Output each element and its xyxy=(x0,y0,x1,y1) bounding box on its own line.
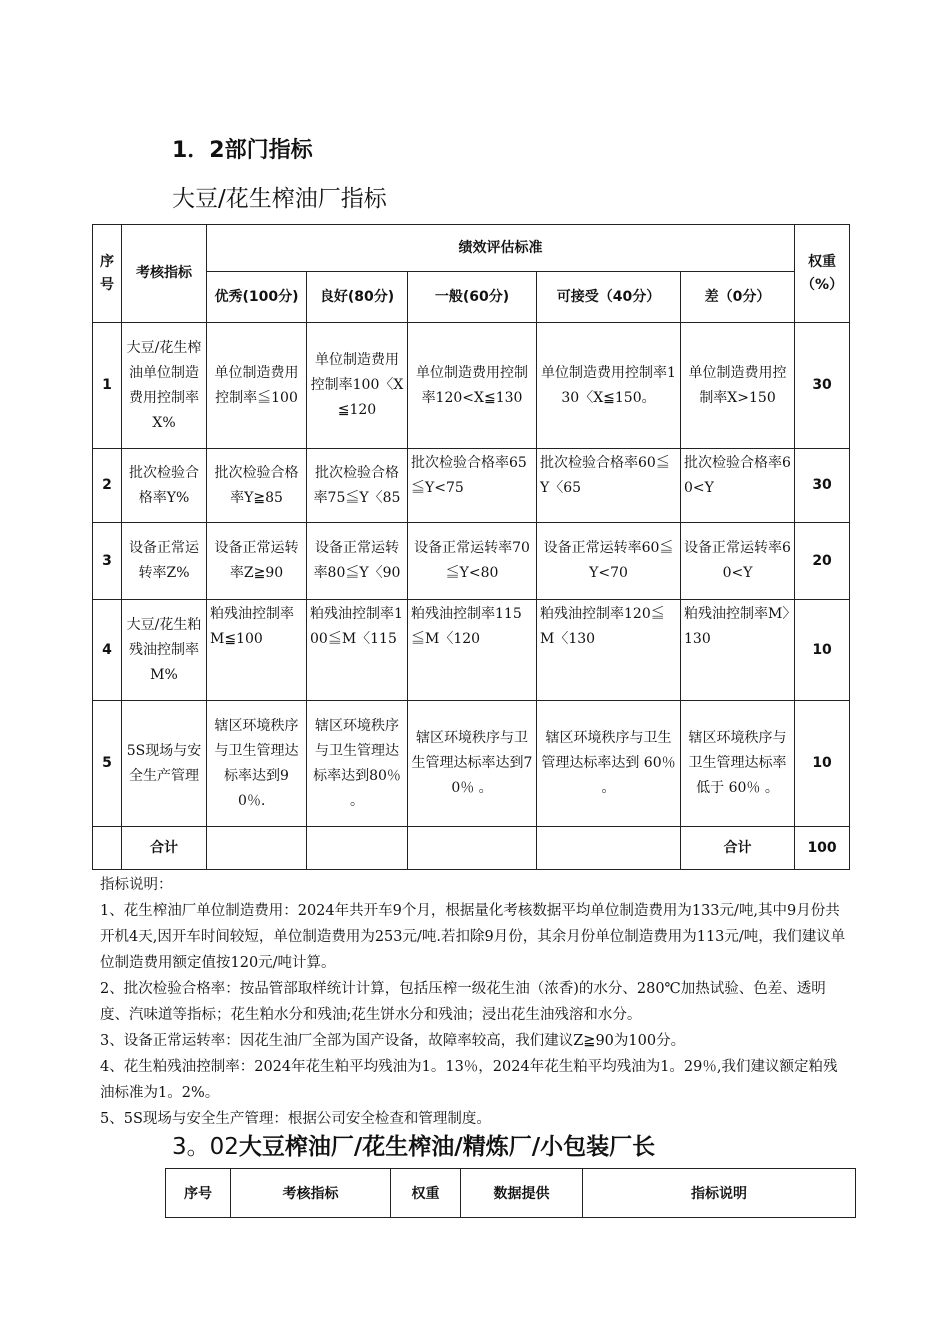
header-weight: 权重 xyxy=(391,1169,461,1218)
cell-poor: 设备正常运转率60<Y xyxy=(681,523,795,600)
cell-acceptable: 单位制造费用控制率130〈X≦150。 xyxy=(537,323,681,449)
header-acceptable: 可接受（40分） xyxy=(537,272,681,323)
table-row xyxy=(93,449,850,523)
header-data-source: 数据提供 xyxy=(461,1169,583,1218)
section-heading: 1．2部门指标 xyxy=(172,138,313,163)
row-indicator: 大豆/花生榨油单位制造费用控制率X% xyxy=(122,323,207,449)
cell-average: 单位制造费用控制率120<X≦130 xyxy=(408,323,537,449)
table-row xyxy=(93,323,850,449)
section2-number: 3。02 xyxy=(172,1134,239,1160)
note-item: 1、花生榨油厂单位制造费用：2024年共开车9个月，根据量化考核数据平均单位制造费用为133元/吨,其中9月份共开机4天,因开车时间较短，单位制造费用为253元/吨.若扣除9月份，其余月份单位制造费用为113元/吨，我们建议单位制造费用额定值按120元/吨计算。 xyxy=(100,903,846,971)
cell-good: 单位制造费用控制率100〈X≦120 xyxy=(307,323,408,449)
cell-good: 设备正常运转率80≦Y〈90 xyxy=(307,523,408,600)
header-seq: 序号 xyxy=(166,1169,231,1218)
note-item: 3、设备正常运转率：因花生油厂全部为国产设备，故障率较高，我们建议Z≧90为100分。 xyxy=(100,1033,686,1049)
cell-average: 辖区环境秩序与卫生管理达标率达到70％ 。 xyxy=(408,701,537,827)
total-row xyxy=(93,827,850,870)
cell-good: 批次检验合格率75≦Y〈85 xyxy=(307,449,408,523)
row-weight: 10 xyxy=(795,600,850,701)
row-number: 3 xyxy=(93,523,122,600)
cell-acceptable: 粕残油控制率120≦M〈130 xyxy=(537,600,681,701)
note-item: 4、花生粕残油控制率：2024年花生粕平均残油为1。13％，2024年花生粕平均残油为1。29％,我们建议额定粕残油标准为1。2%。 xyxy=(100,1059,838,1101)
cell-average: 粕残油控制率115≦M〈120 xyxy=(408,600,537,701)
section2-title: 大豆榨油厂/花生榨油/精炼厂/小包装厂长 xyxy=(238,1134,656,1160)
total-weight: 100 xyxy=(795,827,850,870)
row-number: 1 xyxy=(93,323,122,449)
row-number: 4 xyxy=(93,600,122,701)
note-item: 5、5S现场与安全生产管理：根据公司安全检查和管理制度。 xyxy=(100,1111,491,1127)
table-row xyxy=(93,701,850,827)
total-label-right: 合计 xyxy=(681,827,795,870)
row-weight: 10 xyxy=(795,701,850,827)
manager-indicator-table xyxy=(165,1168,856,1218)
note-item: 2、批次检验合格率：按品管部取样统计计算，包括压榨一级花生油（浓香)的水分、280℃加热试验、色差、透明度、汽味道等指标；花生粕水分和残油;花生饼水分和残油；浸出花生油残溶和水分。 xyxy=(100,981,826,1023)
header-poor: 差（0分） xyxy=(681,272,795,323)
cell-average: 设备正常运转率70≦Y<80 xyxy=(408,523,537,600)
header-excellent: 优秀(100分) xyxy=(207,272,307,323)
header-average: 一般(60分) xyxy=(408,272,537,323)
indicator-table xyxy=(92,224,850,870)
cell-poor: 辖区环境秩序与卫生管理达标率低于 60％ 。 xyxy=(681,701,795,827)
cell-average: 批次检验合格率65≦Y<75 xyxy=(408,449,537,523)
header-good: 良好(80分) xyxy=(307,272,408,323)
header-indicator: 考核指标 xyxy=(231,1169,391,1218)
cell-acceptable: 设备正常运转率60≦Y<70 xyxy=(537,523,681,600)
notes-title: 指标说明： xyxy=(100,877,173,893)
row-number: 2 xyxy=(93,449,122,523)
section2-heading xyxy=(172,1128,655,1161)
row-indicator: 5S现场与安全生产管理 xyxy=(122,701,207,827)
row-weight: 30 xyxy=(795,323,850,449)
cell-good: 粕残油控制率100≦M〈115 xyxy=(307,600,408,701)
row-indicator: 大豆/花生粕残油控制率M% xyxy=(122,600,207,701)
row-indicator: 批次检验合格率Y% xyxy=(122,449,207,523)
cell-good: 辖区环境秩序与卫生管理达标率达到80％ 。 xyxy=(307,701,408,827)
cell-poor: 单位制造费用控制率X>150 xyxy=(681,323,795,449)
cell-poor: 粕残油控制率M〉130 xyxy=(681,600,795,701)
cell-excellent: 设备正常运转率Z≧90 xyxy=(207,523,307,600)
row-indicator: 设备正常运转率Z% xyxy=(122,523,207,600)
indicator-notes xyxy=(100,872,850,1132)
row-weight: 20 xyxy=(795,523,850,600)
cell-excellent: 批次检验合格率Y≧85 xyxy=(207,449,307,523)
cell-excellent: 粕残油控制率M≦100 xyxy=(207,600,307,701)
cell-poor: 批次检验合格率60<Y xyxy=(681,449,795,523)
cell-excellent: 单位制造费用控制率≦100 xyxy=(207,323,307,449)
row-weight: 30 xyxy=(795,449,850,523)
header-seq: 序号 xyxy=(93,225,122,323)
row-number: 5 xyxy=(93,701,122,827)
header-weight: 权重（%） xyxy=(795,225,850,323)
header-indicator: 考核指标 xyxy=(122,225,207,323)
total-label: 合计 xyxy=(122,827,207,870)
cell-acceptable: 批次检验合格率60≦Y〈65 xyxy=(537,449,681,523)
table-row xyxy=(93,523,850,600)
header-description: 指标说明 xyxy=(583,1169,856,1218)
header-standard: 绩效评估标准 xyxy=(207,225,795,272)
cell-acceptable: 辖区环境秩序与卫生管理达标率达到 60％ 。 xyxy=(537,701,681,827)
table-row xyxy=(93,600,850,701)
cell-excellent: 辖区环境秩序与卫生管理达标率达到90％． xyxy=(207,701,307,827)
table-title: 大豆/花生榨油厂指标 xyxy=(172,186,387,212)
